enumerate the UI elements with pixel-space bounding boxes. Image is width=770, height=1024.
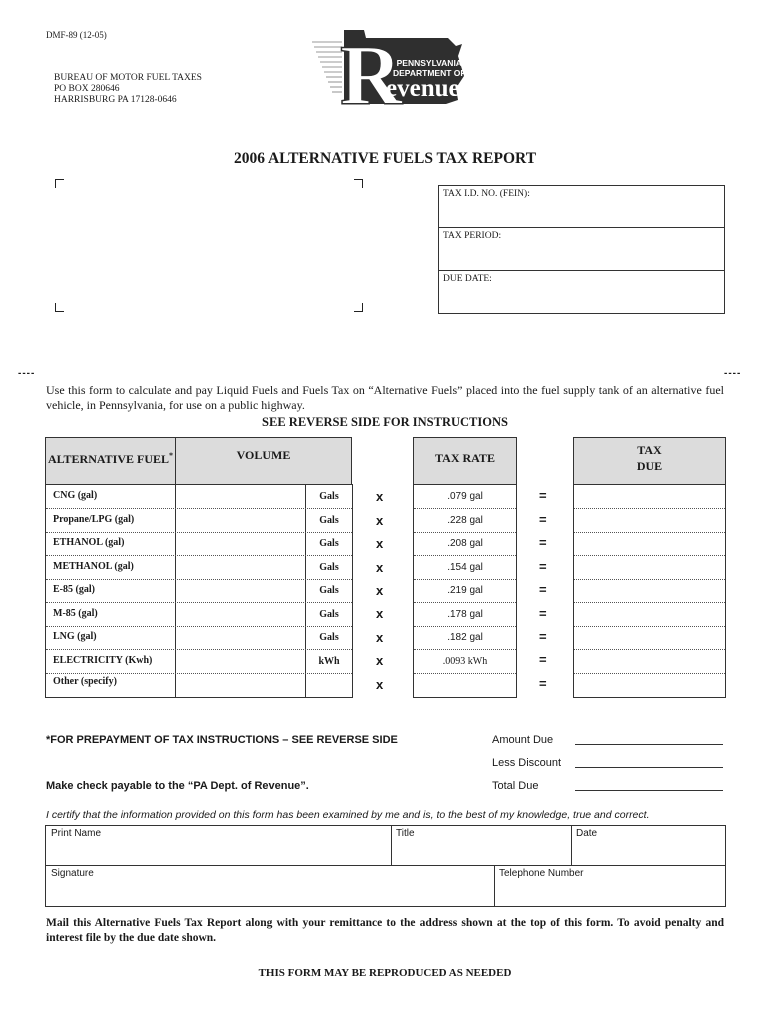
tax-period-field[interactable] <box>439 228 724 271</box>
fuel-label: CNG (gal) <box>53 490 98 501</box>
tax-rate-column <box>413 484 517 698</box>
fuel-volume-table <box>45 484 353 698</box>
logo-state-name: PENNSYLVANIA DEPARTMENT OF <box>393 58 466 78</box>
tax-id-label: TAX I.D. NO. (FEIN): <box>443 189 530 199</box>
table-row <box>46 579 352 603</box>
tax-due-input[interactable] <box>574 509 725 533</box>
total-due-input[interactable] <box>575 790 723 791</box>
unit-label: Gals <box>319 538 339 549</box>
table-row <box>46 556 352 580</box>
equals-symbol: = <box>539 606 547 621</box>
multiply-symbol: x <box>376 583 384 598</box>
fuel-label: E-85 (gal) <box>53 584 95 595</box>
fuel-label: ETHANOL (gal) <box>53 537 125 548</box>
multiply-symbol: x <box>376 606 384 621</box>
header-alternative-fuel: ALTERNATIVE FUEL* <box>45 437 176 485</box>
address-line: PO BOX 280646 <box>54 84 120 94</box>
amount-due-label: Amount Due <box>492 734 554 746</box>
unit-label: Gals <box>319 514 339 526</box>
multiply-symbol: x <box>376 653 384 668</box>
mail-instructions: Mail this Alternative Fuels Tax Report along with your remittance to the address shown at the top of this form. To avoid penalty and interest file by the due date shown. <box>46 917 724 944</box>
unit-label: kWh <box>318 655 340 667</box>
fold-mark-right: ---- <box>724 368 742 379</box>
logo-revenue-suffix: evenue <box>386 75 460 102</box>
prepayment-note: *FOR PREPAYMENT OF TAX INSTRUCTIONS – SEE REVERSE SIDE <box>46 734 398 746</box>
rate-cell: .0093 kWh <box>414 650 516 674</box>
equals-symbol: = <box>539 512 547 527</box>
equals-symbol: = <box>539 559 547 574</box>
less-discount-label: Less Discount <box>492 757 562 769</box>
corner-mark-top-left <box>55 179 64 188</box>
intro-text: Use this form to calculate and pay Liquid Fuels and Fuels Tax on “Alternative Fuels” placed into the fuel supply tank of an alternative fuel vehicle, in Pennsylvania, for use on a public highway. <box>46 383 724 412</box>
volume-input[interactable] <box>176 579 305 602</box>
fuel-label: Propane/LPG (gal) <box>53 513 135 525</box>
total-due-label: Total Due <box>492 780 539 792</box>
tax-period-label: TAX PERIOD: <box>443 231 502 241</box>
amount-due-input[interactable] <box>575 744 723 745</box>
equals-symbol: = <box>539 652 547 667</box>
equals-symbol: = <box>539 488 547 503</box>
due-date-label: DUE DATE: <box>443 274 492 284</box>
svg-text:R: R <box>340 27 403 108</box>
taxpayer-id-box <box>438 185 725 314</box>
equals-symbol: = <box>539 676 547 691</box>
payable-note: Make check payable to the “PA Dept. of Revenue”. <box>46 780 309 792</box>
rate-cell: .154 gal <box>414 556 516 580</box>
tax-due-input[interactable] <box>574 603 725 627</box>
table-row <box>46 509 352 533</box>
tax-due-input[interactable] <box>574 556 725 580</box>
corner-mark-bottom-left <box>55 303 64 312</box>
title-label: Title <box>396 828 415 839</box>
tax-due-input[interactable] <box>574 532 725 556</box>
mailing-address <box>54 73 202 106</box>
equals-symbol: = <box>539 535 547 550</box>
tax-due-input[interactable] <box>574 626 725 650</box>
tax-due-input[interactable] <box>574 650 725 674</box>
see-reverse-heading: SEE REVERSE SIDE FOR INSTRUCTIONS <box>262 415 508 429</box>
form-code: DMF-89 (12-05) <box>46 30 107 40</box>
telephone-field[interactable] <box>495 866 725 906</box>
fuel-label: METHANOL (gal) <box>53 560 134 572</box>
address-line: HARRISBURG PA 17128-0646 <box>54 95 177 105</box>
multiply-symbol: x <box>376 489 384 504</box>
multiply-symbol: x <box>376 677 384 692</box>
tax-due-input[interactable] <box>574 579 725 603</box>
volume-input[interactable] <box>176 532 305 555</box>
telephone-label: Telephone Number <box>499 868 584 879</box>
rate-cell: .208 gal <box>414 532 516 556</box>
volume-input[interactable] <box>176 650 305 673</box>
volume-input[interactable] <box>176 485 305 508</box>
multiply-symbol: x <box>376 513 384 528</box>
rate-cell-other[interactable] <box>414 673 516 696</box>
multiply-symbol: x <box>376 560 384 575</box>
rate-cell: .182 gal <box>414 626 516 650</box>
date-label: Date <box>576 828 598 839</box>
fuel-label: M-85 (gal) <box>53 607 98 619</box>
rate-cell: .178 gal <box>414 603 516 627</box>
volume-input[interactable] <box>176 626 305 649</box>
less-discount-input[interactable] <box>575 767 723 768</box>
table-row <box>46 626 352 650</box>
table-row <box>46 650 352 674</box>
unit-label: Gals <box>319 585 339 596</box>
unit-label: Gals <box>319 632 339 643</box>
signature-label: Signature <box>51 868 94 879</box>
corner-mark-bottom-right <box>354 303 363 312</box>
table-row <box>46 603 352 627</box>
reproduce-note: THIS FORM MAY BE REPRODUCED AS NEEDED <box>258 967 512 979</box>
table-row <box>46 485 352 509</box>
signature-field[interactable] <box>46 866 494 906</box>
unit-label: Gals <box>319 608 339 620</box>
equals-symbol: = <box>539 629 547 644</box>
unit-label: Gals <box>319 561 339 573</box>
rate-cell: .228 gal <box>414 509 516 533</box>
header-volume: VOLUME <box>175 437 352 485</box>
fold-mark-left: ---- <box>18 368 36 379</box>
print-name-field[interactable] <box>46 826 391 865</box>
date-field[interactable] <box>572 826 725 865</box>
corner-mark-top-right <box>354 179 363 188</box>
page-title: 2006 ALTERNATIVE FUELS TAX REPORT <box>233 150 537 167</box>
signature-box <box>45 825 726 907</box>
address-line: BUREAU OF MOTOR FUEL TAXES <box>54 73 202 83</box>
title-field[interactable] <box>392 826 571 865</box>
header-tax-due: TAX DUE <box>573 437 726 485</box>
table-row <box>46 532 352 556</box>
volume-input[interactable] <box>176 509 305 532</box>
multiply-symbol: x <box>376 536 384 551</box>
volume-input[interactable] <box>176 603 305 626</box>
certification-text: I certify that the information provided on this form has been examined by me and is, to the best of my knowledge, true and correct. <box>46 809 650 821</box>
unit-label: Gals <box>319 491 339 502</box>
multiply-symbol: x <box>376 630 384 645</box>
volume-input[interactable] <box>176 673 305 696</box>
tax-id-field[interactable] <box>439 186 724 228</box>
tax-due-column <box>573 484 726 698</box>
due-date-field[interactable] <box>439 271 724 313</box>
fuel-footnote-marker: * <box>169 451 174 460</box>
table-row <box>46 673 352 696</box>
fuel-label: LNG (gal) <box>53 631 97 642</box>
tax-due-input[interactable] <box>574 673 725 696</box>
fuel-label: Other (specify) <box>53 676 117 687</box>
tax-due-input[interactable] <box>574 485 725 509</box>
fuel-label: ELECTRICITY (Kwh) <box>53 654 153 666</box>
rate-cell: .219 gal <box>414 579 516 603</box>
volume-input[interactable] <box>176 556 305 579</box>
print-name-label: Print Name <box>51 828 102 839</box>
header-tax-rate: TAX RATE <box>413 437 517 485</box>
rate-cell: .079 gal <box>414 485 516 509</box>
equals-symbol: = <box>539 582 547 597</box>
